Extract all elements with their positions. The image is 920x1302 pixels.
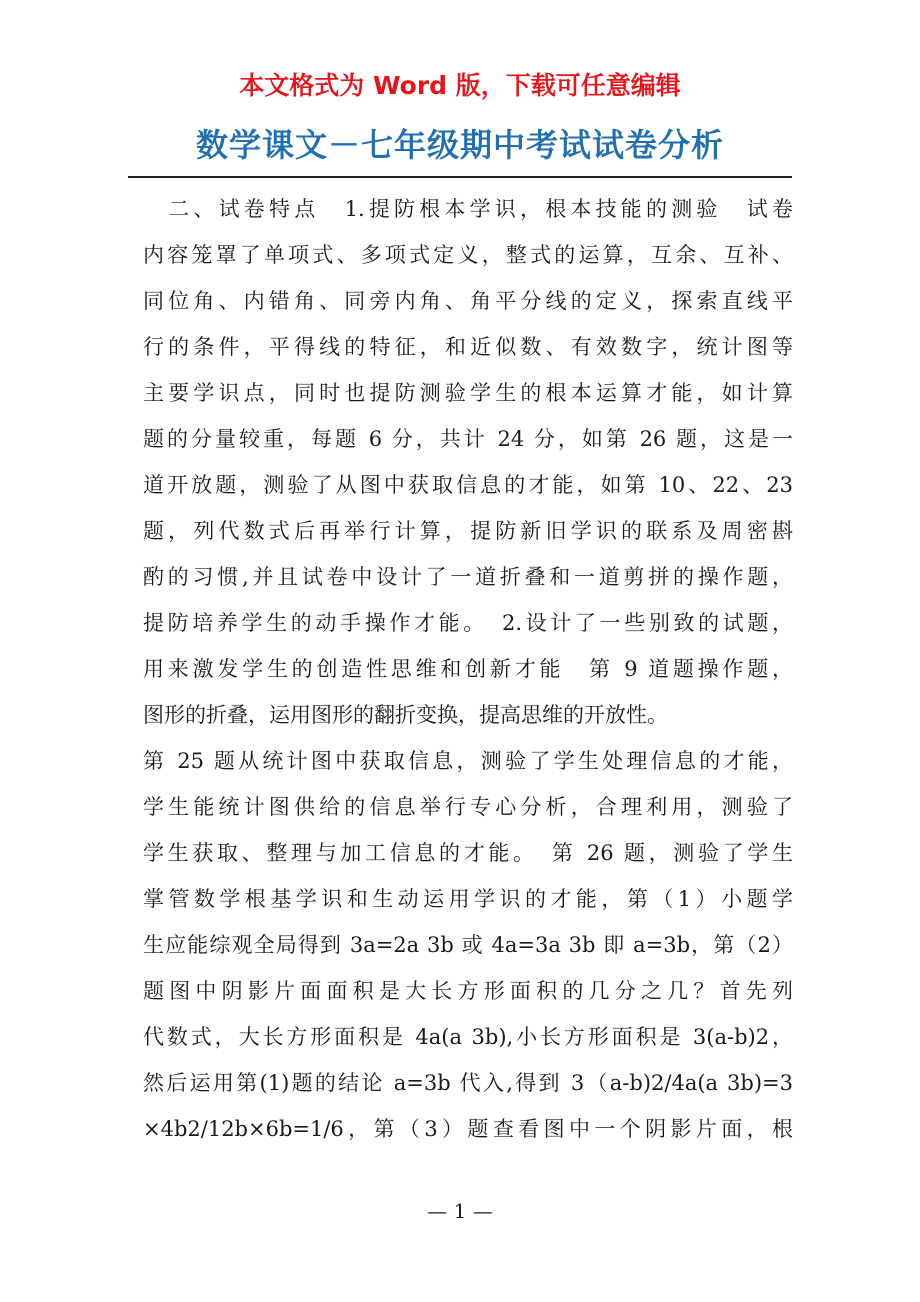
text-line: 内容笼罩了单项式、多项式定义，整式的运算，互余、互补、 [143,243,793,267]
text-line: 同位角、内错角、同旁内角、角平分线的定义，探索直线平 [143,289,793,313]
text-line: 行的条件，平得线的特征，和近似数、有效数字，统计图等 [143,335,793,359]
text-line: 学生获取、整理与加工信息的才能。 第 26 题，测验了学生 [143,841,793,865]
text-line: 题的分量较重，每题 6 分，共计 24 分，如第 26 题，这是一 [143,427,793,451]
text-line: 掌管数学根基学识和生动运用学识的才能，第（1）小题学 [143,887,793,911]
body-paragraph [143,186,793,1152]
text-line: 然后运用第(1)题的结论 a=3b 代入,得到 3（a-b)2/4a(a 3b)=3 [143,1071,793,1095]
text-line: 题图中阴影片面面积是大长方形面积的几分之几？首先列 [143,979,793,1003]
page-title: 数学课文－七年级期中考试试卷分析 [195,126,724,164]
text-line: 提防培养学生的动手操作才能。 2.设计了一些别致的试题， [143,611,793,635]
text-line: 用来激发学生的创造性思维和创新才能 第 9 道题操作题， [143,657,793,681]
word-format-notice: 本文格式为 Word 版，下载可任意编辑 [239,71,681,100]
text-line: 二、试卷特点 1.提防根本学识，根本技能的测验 试卷 [143,197,793,221]
text-line: 学生能统计图供给的信息举行专心分析，合理利用，测验了 [143,795,793,819]
text-line: 题，列代数式后再举行计算，提防新旧学识的联系及周密斟 [143,519,793,543]
title-divider [128,176,792,178]
page-number: — 1 — [427,1199,493,1223]
text-line: 酌的习惯,并且试卷中设计了一道折叠和一道剪拼的操作题， [143,565,793,589]
text-line: 道开放题，测验了从图中获取信息的才能，如第 10、22、23 [143,473,793,497]
text-line: ×4b2/12b×6b=1/6，第（3）题查看图中一个阴影片面，根 [143,1117,793,1141]
text-line: 代数式，大长方形面积是 4a(a 3b),小长方形面积是 3(a-b)2， [143,1025,793,1049]
text-line: 主要学识点，同时也提防测验学生的根本运算才能，如计算 [143,381,793,405]
text-line: 生应能综观全局得到 3a=2a 3b 或 4a=3a 3b 即 a=3b，第（2） [143,933,793,957]
text-line: 第 25 题从统计图中获取信息，测验了学生处理信息的才能， [143,749,793,773]
text-line: 图形的折叠，运用图形的翻折变换，提高思维的开放性。 [143,703,668,727]
